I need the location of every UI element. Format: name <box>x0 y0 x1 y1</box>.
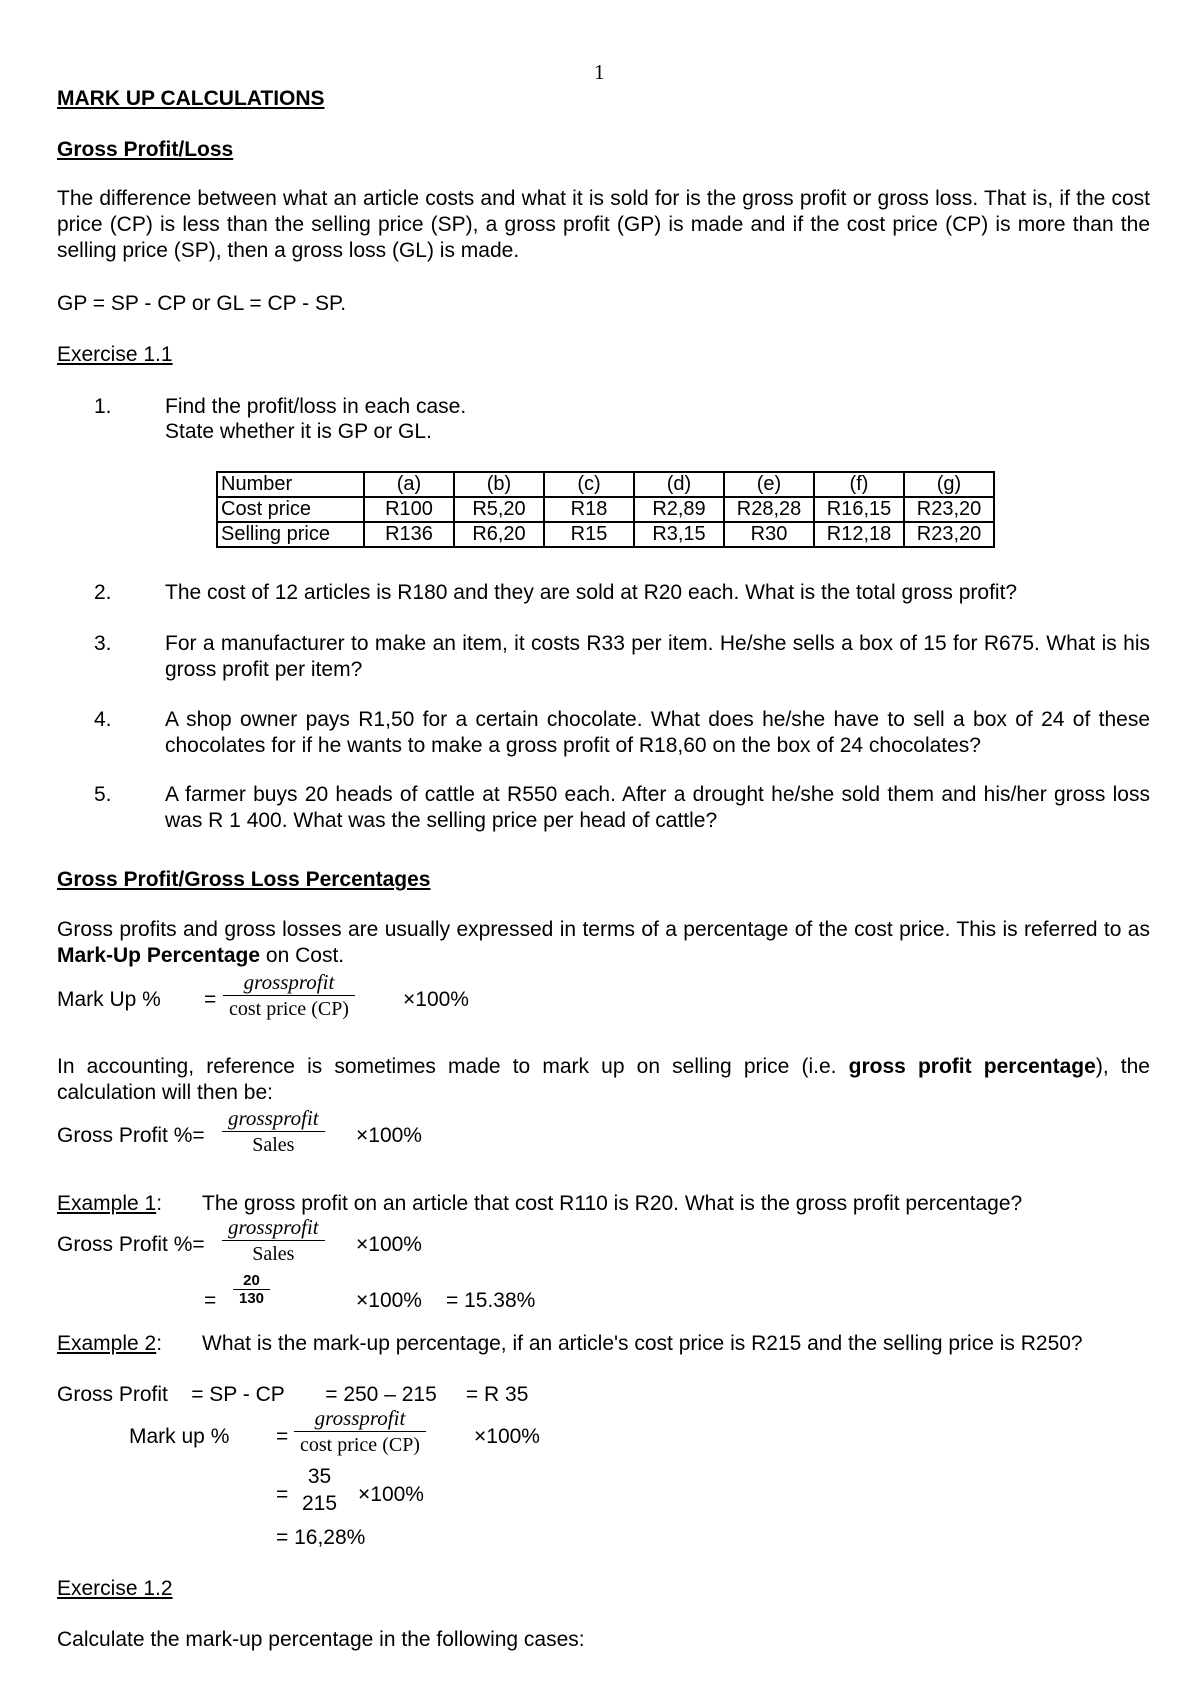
profit-loss-table <box>216 471 995 548</box>
example-2-markup-label: Mark up % <box>129 1425 230 1448</box>
example-1-heading <box>57 1192 162 1216</box>
example-2-times-100: ×100% <box>474 1425 540 1448</box>
table-cell: R2,89 <box>634 497 724 522</box>
table-cell: R136 <box>364 522 454 547</box>
table-cell: R30 <box>724 522 814 547</box>
example-1-colon: : <box>156 1192 163 1215</box>
example-2-gross-profit-line: Gross Profit = SP - CP = 250 – 215 = R 35 <box>57 1383 529 1406</box>
table-cell: R23,20 <box>904 522 994 547</box>
gp-formula-times-100: ×100% <box>356 1124 422 1147</box>
table-cell: R15 <box>544 522 634 547</box>
fraction-denominator: 215 <box>302 1492 338 1515</box>
table-cell: R12,18 <box>814 522 904 547</box>
example-1-label: Example 1 <box>57 1192 157 1215</box>
example-1-text: The gross profit on an article that cost R110 is R20. What is the gross profit percentage? <box>202 1192 1023 1215</box>
table-cell: R6,20 <box>454 522 544 547</box>
question-2-text: The cost of 12 articles is R180 and they are sold at R20 each. What is the total gross profit? <box>165 581 1018 604</box>
fraction-numerator: 20 <box>243 1272 260 1289</box>
fraction-denominator: cost price (CP) <box>300 1434 420 1456</box>
example-1-fraction <box>222 1217 325 1264</box>
table-cell: R100 <box>364 497 454 522</box>
fraction-numerator: grossprofit <box>314 1406 406 1430</box>
question-1-line-2: State whether it is GP or GL. <box>165 420 432 443</box>
question-5-number: 5. <box>94 783 112 806</box>
table-cell: R18 <box>544 497 634 522</box>
markup-formula-times-100: ×100% <box>403 988 469 1011</box>
table-row-cost-price <box>217 497 994 522</box>
intro-text-post: on Cost. <box>260 944 345 967</box>
table-cell: (c) <box>544 472 634 497</box>
question-1-line-1: Find the profit/loss in each case. <box>165 395 467 418</box>
acc-text-bold: gross profit percentage <box>848 1055 1096 1078</box>
gp-gl-formula: GP = SP - CP or GL = CP - SP. <box>57 292 347 315</box>
question-2-number: 2. <box>94 581 112 604</box>
table-cell: (b) <box>454 472 544 497</box>
example-1-equals: = <box>204 1289 217 1312</box>
example-2-numeric-fraction <box>296 1466 343 1514</box>
exercise-1-2-text: Calculate the mark-up percentage in the following cases: <box>57 1628 585 1651</box>
page-title: MARK UP CALCULATIONS <box>57 87 325 110</box>
table-cell: R3,15 <box>634 522 724 547</box>
table-cell: R5,20 <box>454 497 544 522</box>
fraction-denominator: cost price (CP) <box>229 998 349 1020</box>
gp-formula-label: Gross Profit %= <box>57 1124 205 1147</box>
example-2-result: = 16,28% <box>276 1526 366 1549</box>
exercise-1-2-label: Exercise 1.2 <box>57 1577 173 1600</box>
question-4-text: A shop owner pays R1,50 for a certain chocolate. What does he/she have to sell a box of 24 of these chocolates for if he wants to make a gross profit of R18,60 on the box of 24 chocolates? <box>165 708 1150 757</box>
markup-formula-fraction <box>223 972 355 1019</box>
exercise-1-1-label: Exercise 1.1 <box>57 343 173 366</box>
intro-text-pre: Gross profits and gross losses are usually expressed in terms of a percentage of the cost price. This is referred to as <box>57 918 1150 941</box>
percentages-intro-paragraph <box>57 917 1150 969</box>
example-1-times-100: ×100% <box>356 1233 422 1256</box>
example-2-text: What is the mark-up percentage, if an article's cost price is R215 and the selling price is R250? <box>202 1332 1083 1355</box>
question-5-text: A farmer buys 20 heads of cattle at R550 each. After a drought he/she sold them and his/her gross loss was R 1 400. What was the selling price per head of cattle? <box>165 783 1150 832</box>
table-cell: Cost price <box>217 497 364 522</box>
example-2-heading <box>57 1332 162 1356</box>
question-3-number: 3. <box>94 632 112 655</box>
gp-formula-fraction <box>222 1108 325 1155</box>
page-number: 1 <box>594 60 605 84</box>
example-1-gp-label: Gross Profit %= <box>57 1233 205 1256</box>
markup-formula-equals: = <box>204 988 217 1011</box>
fraction-numerator: grossprofit <box>228 1215 319 1239</box>
fraction-numerator: grossprofit <box>228 1106 319 1130</box>
gross-profit-intro-paragraph: The difference between what an article costs and what it is sold for is the gross profit or gross loss. That is, if the cost price (CP) is less than the selling price (SP), a gross profit (GP) is made and if the cost price (CP) is more than the selling price (SP), then a gross loss (GL) is made. <box>57 187 1150 262</box>
fraction-numerator: 35 <box>307 1465 332 1488</box>
table-cell: R23,20 <box>904 497 994 522</box>
example-1-result: = 15.38% <box>446 1289 536 1312</box>
table-cell: Number <box>217 472 364 497</box>
table-cell: R16,15 <box>814 497 904 522</box>
section-heading-gross-profit-loss: Gross Profit/Loss <box>57 138 234 161</box>
section-heading-percentages: Gross Profit/Gross Loss Percentages <box>57 868 431 891</box>
example-1-times-100-b: ×100% <box>356 1289 422 1312</box>
example-2-equals-b: = <box>276 1483 289 1506</box>
fraction-numerator: grossprofit <box>243 970 335 994</box>
acc-text-pre: In accounting, reference is sometimes made to mark up on selling price (i.e. <box>57 1055 849 1078</box>
example-2-equals: = <box>276 1425 289 1448</box>
intro-text-bold: Mark-Up Percentage <box>57 944 261 967</box>
fraction-denominator: Sales <box>252 1243 295 1265</box>
table-cell: R28,28 <box>724 497 814 522</box>
table-row-selling-price <box>217 522 994 547</box>
question-4-number: 4. <box>94 708 112 731</box>
table-cell: (f) <box>814 472 904 497</box>
table-row-number <box>217 472 994 497</box>
question-1-number: 1. <box>94 395 112 418</box>
example-2-times-100-b: ×100% <box>358 1483 424 1506</box>
markup-formula-label: Mark Up % <box>57 988 161 1011</box>
question-3-text: For a manufacturer to make an item, it costs R33 per item. He/she sells a box of 15 for R675. What is his gross profit per item? <box>165 632 1150 681</box>
fraction-denominator: Sales <box>252 1134 295 1156</box>
example-1-numeric-fraction <box>233 1273 270 1306</box>
acc-text-post: ), the calculation will then be: <box>57 1055 1150 1104</box>
fraction-denominator: 130 <box>239 1290 265 1307</box>
accounting-paragraph <box>57 1054 1150 1106</box>
table-cell: (a) <box>364 472 454 497</box>
example-2-label: Example 2 <box>57 1332 157 1355</box>
table-cell: (g) <box>904 472 994 497</box>
table-cell: Selling price <box>217 522 364 547</box>
table-cell: (d) <box>634 472 724 497</box>
example-2-fraction <box>294 1408 426 1455</box>
table-cell: (e) <box>724 472 814 497</box>
example-2-colon: : <box>156 1332 163 1355</box>
